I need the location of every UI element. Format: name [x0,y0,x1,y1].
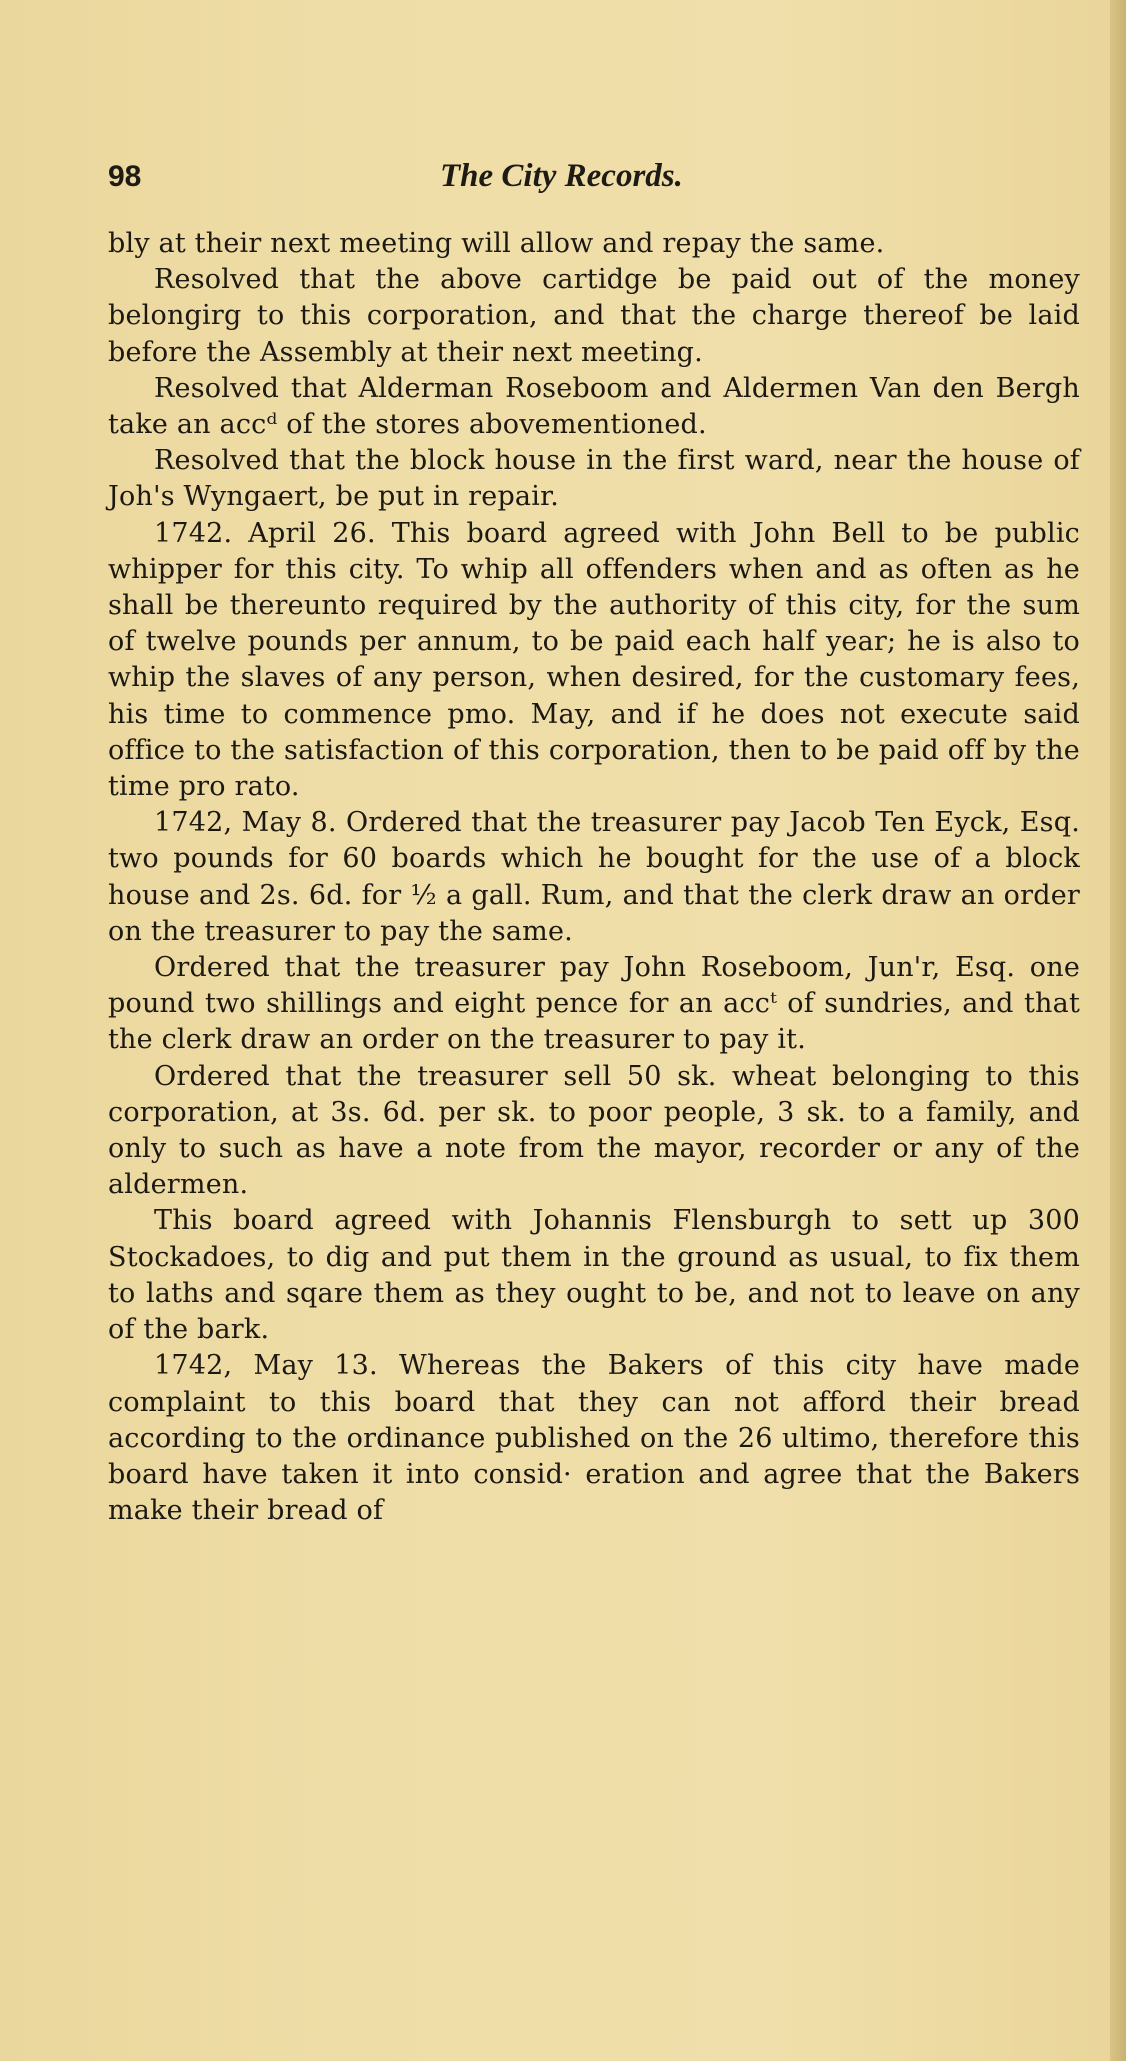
paragraph: Ordered that the treasurer sell 50 sk. wheat belonging to this corporation, at 3s. 6d. per sk. to poor people, 3 sk. to a family, and only to such as have a note from the mayor, recorder or any of the aldermen. [108,1060,1080,1201]
paragraph: 1742, May 13. Whereas the Bakers of this city have made complaint to this board that they can not afford their bread according to the ordinance published on the 26 ultimo, therefore this board have taken it into consid· eration and agree that the Bakers make their bread of [108,1350,1080,1527]
paragraph: 1742. April 26. This board agreed with John Bell to be public whipper for this city. To whip all offenders when and as often as he shall be thereunto required by the authority of this city, for the sum of twelve pounds per annum, to be paid each half year; he is also to whip the slaves of any person, when desired, for the customary fees, his time to commence pmo. May, and if he does not execute said office to the satisfaction of this corporation, then to be paid off by the time pro rato. [108,517,1080,803]
page-number: 98 [108,160,142,193]
paragraph: 1742, May 8. Ordered that the treasurer pay Jacob Ten Eyck, Esq. two pounds for 60 boards which he bought for the use of a block house and 2s. 6d. for ½ a gall. Rum, and that the clerk draw an order on the treasurer to pay the same. [108,807,1080,947]
paragraph: bly at their next meeting will allow and repay the same. [108,228,885,259]
page-header [108,160,1078,210]
paragraph: Resolved that the block house in the first ward, near the house of Joh's Wyngaert, be put in repair. [108,445,1080,513]
paragraph: Ordered that the treasurer pay John Roseboom, Jun'r, Esq. one pound two shillings and eight pence for an accᵗ of sundries, and that the clerk draw an order on the treasurer to pay it. [108,952,1080,1056]
paragraph: Resolved that Alderman Roseboom and Aldermen Van den Bergh take an accᵈ of the stores abovementioned. [108,372,1080,441]
paragraph: This board agreed with Johannis Flensburgh to sett up 300 Stockadoes, to dig and put them in the ground as usual, to fix them to laths and sqare them as they ought to be, and not to leave on any of the bark. [108,1205,1080,1346]
paragraph: Resolved that the above cartidge be paid out of the money belongirg to this corporation, and that the charge thereof be laid before the Assembly at their next meeting. [108,264,1080,368]
page-edge [1110,0,1126,2061]
page-body [108,226,1080,1529]
running-title: The City Records. [440,158,683,194]
